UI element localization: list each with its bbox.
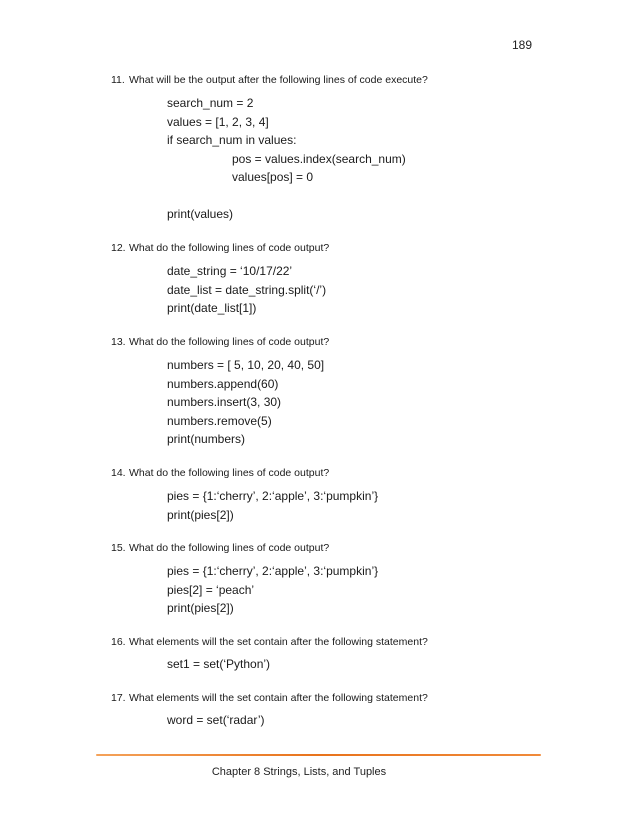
code-line: search_num = 2 <box>167 96 254 110</box>
question-13-code <box>167 356 324 449</box>
question-text: What do the following lines of code output? <box>129 336 330 348</box>
question-text: What do the following lines of code output? <box>129 542 330 554</box>
code-line: date_list = date_string.split(‘/’) <box>167 282 327 297</box>
question-12-prompt <box>111 242 329 254</box>
question-text: What will be the output after the following lines of code execute? <box>129 74 428 86</box>
question-number: 11. <box>111 74 125 86</box>
question-text: What elements will the set contain after the following statement? <box>129 636 428 648</box>
code-line: date_string = ‘10/17/22’ <box>167 264 293 278</box>
code-line: print(pies[2]) <box>167 507 234 522</box>
question-16-prompt <box>111 636 428 648</box>
chapter-title-text: Chapter 8 Strings, Lists, and Tuples <box>211 766 387 778</box>
code-line: numbers.append(60) <box>167 376 279 391</box>
question-13-prompt <box>111 336 329 348</box>
code-line: values[pos] = 0 <box>232 170 314 184</box>
code-line: pies = {1:‘cherry’, 2:‘apple’, 3:‘pumpkin’} <box>167 564 379 578</box>
question-16-code <box>167 655 270 674</box>
code-line: word = set(‘radar’) <box>167 713 265 727</box>
footer-chapter-title <box>0 766 630 778</box>
question-15-code <box>167 562 378 618</box>
code-line: print(values) <box>167 207 234 221</box>
question-number: 15. <box>111 542 126 554</box>
code-line: print(numbers) <box>167 432 246 446</box>
question-17-prompt <box>111 692 428 704</box>
code-line: numbers = [ 5, 10, 20, 40, 50] <box>167 358 325 372</box>
question-text: What do the following lines of code output? <box>129 467 330 479</box>
code-line: pos = values.index(search_num) <box>232 151 406 166</box>
question-number: 14. <box>111 467 126 479</box>
footer-divider <box>96 754 541 756</box>
page-number: 189 <box>512 38 533 52</box>
question-number: 13. <box>111 336 126 348</box>
code-line: print(date_list[1]) <box>167 301 257 315</box>
question-text: What do the following lines of code output? <box>129 242 330 254</box>
question-12-code <box>167 262 326 318</box>
question-14-code <box>167 487 378 524</box>
question-11-code <box>167 94 406 224</box>
code-line: pies = {1:‘cherry’, 2:‘apple’, 3:‘pumpkin’} <box>167 489 379 503</box>
code-line: set1 = set(‘Python’) <box>167 657 271 671</box>
code-line: numbers.remove(5) <box>167 413 272 428</box>
code-line: if search_num in values: <box>167 133 297 147</box>
code-line: values = [1, 2, 3, 4] <box>167 114 269 129</box>
code-line: print(pies[2]) <box>167 601 234 615</box>
question-14-prompt <box>111 467 329 479</box>
code-line: pies[2] = ‘peach’ <box>167 582 255 597</box>
question-number: 16. <box>111 636 126 648</box>
question-11-prompt <box>111 74 428 86</box>
question-number: 12. <box>111 242 126 254</box>
code-line: numbers.insert(3, 30) <box>167 395 282 409</box>
question-number: 17. <box>111 692 126 704</box>
question-17-code <box>167 711 264 730</box>
question-15-prompt <box>111 542 329 554</box>
question-text: What elements will the set contain after the following statement? <box>129 692 428 704</box>
code-blank-line <box>167 187 406 206</box>
